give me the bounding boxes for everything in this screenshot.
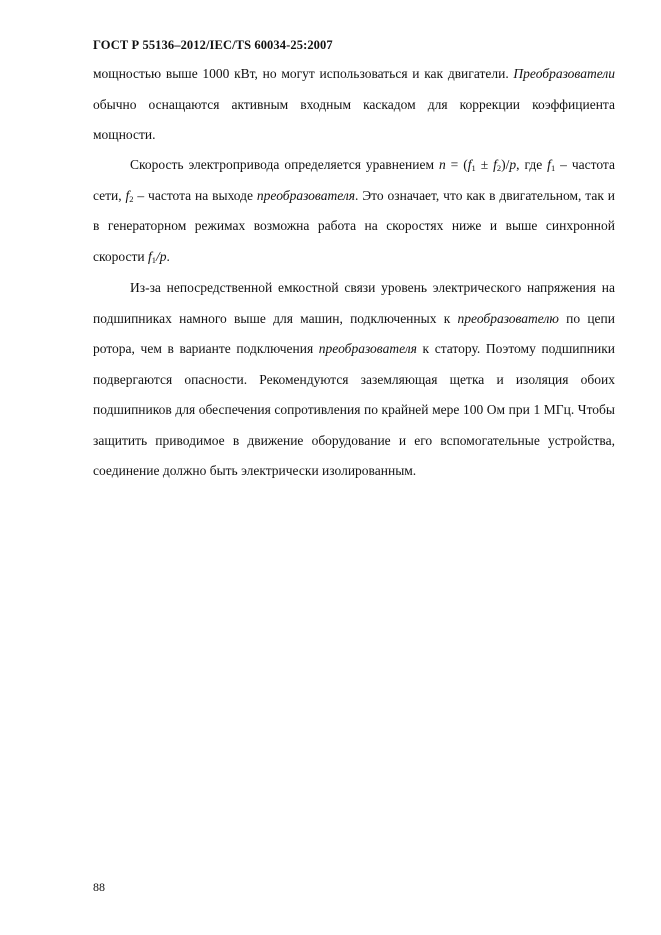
text-run: . Это означает, что как в двигательном, так и в генераторном режимах возможна работа на скоростях ниже и выше синхронной скорости xyxy=(93,187,615,264)
formula-variable: n xyxy=(438,157,446,172)
text-run: обычно оснащаются активным входным каскадом для коррекции коэффициента мощности. xyxy=(93,96,615,142)
text-run: , где xyxy=(516,157,548,172)
formula-subscript: 2 xyxy=(496,163,502,173)
text-run: = ( xyxy=(445,157,468,172)
formula-variable: f xyxy=(147,248,152,264)
paragraph-continuation xyxy=(93,59,615,151)
paragraph-bearings xyxy=(93,273,615,487)
text-run: Из-за непосредственной емкостной связи уровень электрического напряжения на подшипниках намного выше для машин, подключенных к xyxy=(93,280,615,326)
text-run: ± xyxy=(475,157,494,172)
italic-term: преобразователя xyxy=(318,341,417,356)
formula-variable: f xyxy=(547,157,551,172)
formula-variable: p xyxy=(509,157,517,172)
text-run: к статору. Поэтому подшипники подвергаются опасности. Рекомендуются заземляющая щетка и изоляция обоих подшипников для обеспечения сопротивления по крайней мере 100 Ом при 1 МГц. Чтобы защитить приводимое в движение оборудование и его вспомогательные устройства, соединение должно быть электрически изолированным. xyxy=(93,341,615,478)
document-header: ГОСТ Р 55136–2012/IEC/TS 60034-25:2007 xyxy=(93,38,333,52)
italic-term: преобразователю xyxy=(457,310,559,326)
text-run: мощностью выше 1000 кВт, но могут использоваться и как двигатели. xyxy=(93,66,514,81)
italic-term: преобразователя xyxy=(256,187,356,203)
formula-variable: f xyxy=(467,157,472,172)
text-run: )/ xyxy=(501,157,510,172)
text-run: – частота сети, xyxy=(93,157,615,203)
formula-subscript: 1 xyxy=(550,163,556,173)
page-number: 88 xyxy=(93,880,105,894)
formula-operator: / xyxy=(155,248,160,264)
text-run: – частота на выходе xyxy=(133,187,257,203)
formula-variable: f xyxy=(493,157,497,172)
formula-subscript: 1 xyxy=(471,163,476,173)
formula-variable: f xyxy=(125,187,130,203)
formula-subscript: 1 xyxy=(151,254,156,265)
formula-subscript: 2 xyxy=(129,193,134,204)
paragraph-speed-equation xyxy=(93,150,615,272)
text-run: . xyxy=(166,248,170,264)
formula-variable: p xyxy=(159,248,167,264)
italic-term: Преобразователи xyxy=(513,66,615,81)
text-run: по цепи ротора, чем в варианте подключения xyxy=(93,310,615,356)
text-run: Скорость электропривода определяется уравнением xyxy=(130,157,439,172)
